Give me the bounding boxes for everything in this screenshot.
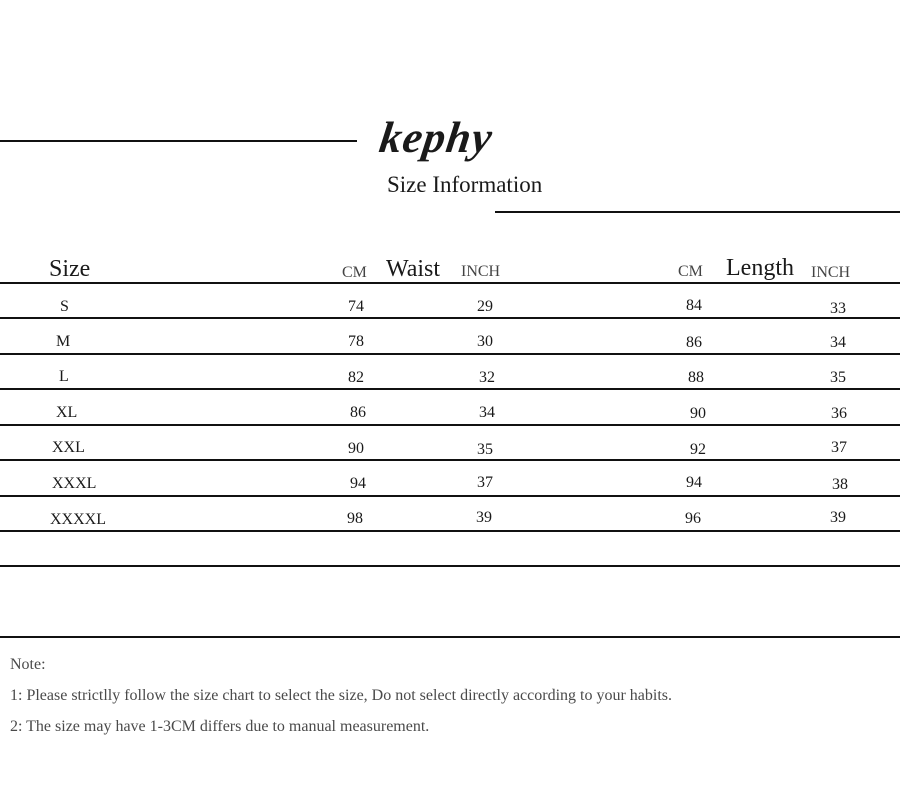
table-cell-length-inch: 33 <box>830 300 846 317</box>
table-rule <box>0 459 900 461</box>
notes-top-rule <box>0 636 900 638</box>
table-cell-length-cm: 86 <box>686 334 702 351</box>
brand-logo: kephy <box>376 113 496 162</box>
table-cell-length-cm: 92 <box>690 441 706 458</box>
table-rule <box>0 388 900 390</box>
header-waist-cm: CM <box>342 264 367 281</box>
table-rule <box>0 565 900 567</box>
header-length: Length <box>726 255 794 281</box>
table-cell-waist-inch: 34 <box>479 404 495 421</box>
table-rule <box>0 317 900 319</box>
notes-title: Note: <box>10 656 46 673</box>
table-cell-waist-inch: 32 <box>479 369 495 386</box>
header-waist: Waist <box>386 256 441 282</box>
header-length-inch: INCH <box>811 264 851 281</box>
table-cell-waist-cm: 94 <box>350 475 366 492</box>
table-cell-waist-cm: 78 <box>348 333 364 350</box>
header-length-cm: CM <box>678 263 703 280</box>
table-cell-length-cm: 84 <box>686 297 702 314</box>
table-cell-waist-inch: 29 <box>477 298 493 315</box>
table-cell-waist-inch: 37 <box>477 474 493 491</box>
table-cell-length-inch: 36 <box>831 405 847 422</box>
table-cell-waist-cm: 98 <box>347 510 363 527</box>
table-row-size: S <box>60 298 69 315</box>
table-cell-length-cm: 88 <box>688 369 704 386</box>
table-cell-waist-inch: 35 <box>477 441 493 458</box>
table-cell-length-inch: 39 <box>830 509 846 526</box>
table-row-size: M <box>56 333 71 350</box>
table-rule <box>0 353 900 355</box>
note-item: 1: Please strictlly follow the size chart to select the size, Do not select directly according to your habits. <box>10 687 673 704</box>
table-row-size: XXL <box>52 439 85 456</box>
table-cell-waist-inch: 30 <box>477 333 493 350</box>
table-row-size: XL <box>56 404 78 421</box>
table-cell-waist-inch: 39 <box>476 509 492 526</box>
table-rule <box>0 530 900 532</box>
note-item: 2: The size may have 1-3CM differs due to manual measurement. <box>10 718 430 735</box>
table-row-size: L <box>59 368 69 385</box>
header-waist-inch: INCH <box>461 263 501 280</box>
table-cell-waist-cm: 82 <box>348 369 364 386</box>
table-cell-length-cm: 90 <box>690 405 706 422</box>
table-row-size: XXXL <box>52 475 97 492</box>
header-size: Size <box>49 256 91 282</box>
table-cell-length-cm: 94 <box>686 474 702 491</box>
table-cell-waist-cm: 90 <box>348 440 364 457</box>
table-cell-length-inch: 34 <box>830 334 846 351</box>
page-subtitle: Size Information <box>387 172 543 197</box>
table-cell-length-cm: 96 <box>685 510 701 527</box>
table-rule <box>0 495 900 497</box>
title-right-rule <box>495 211 900 213</box>
title-left-rule <box>0 140 357 142</box>
table-cell-waist-cm: 74 <box>348 298 364 315</box>
table-cell-length-inch: 37 <box>831 439 847 456</box>
table-rule <box>0 424 900 426</box>
table-rule <box>0 282 900 284</box>
table-cell-waist-cm: 86 <box>350 404 366 421</box>
table-cell-length-inch: 38 <box>832 476 848 493</box>
table-row-size: XXXXL <box>50 511 106 528</box>
notes-section <box>10 649 672 742</box>
table-cell-length-inch: 35 <box>830 369 846 386</box>
